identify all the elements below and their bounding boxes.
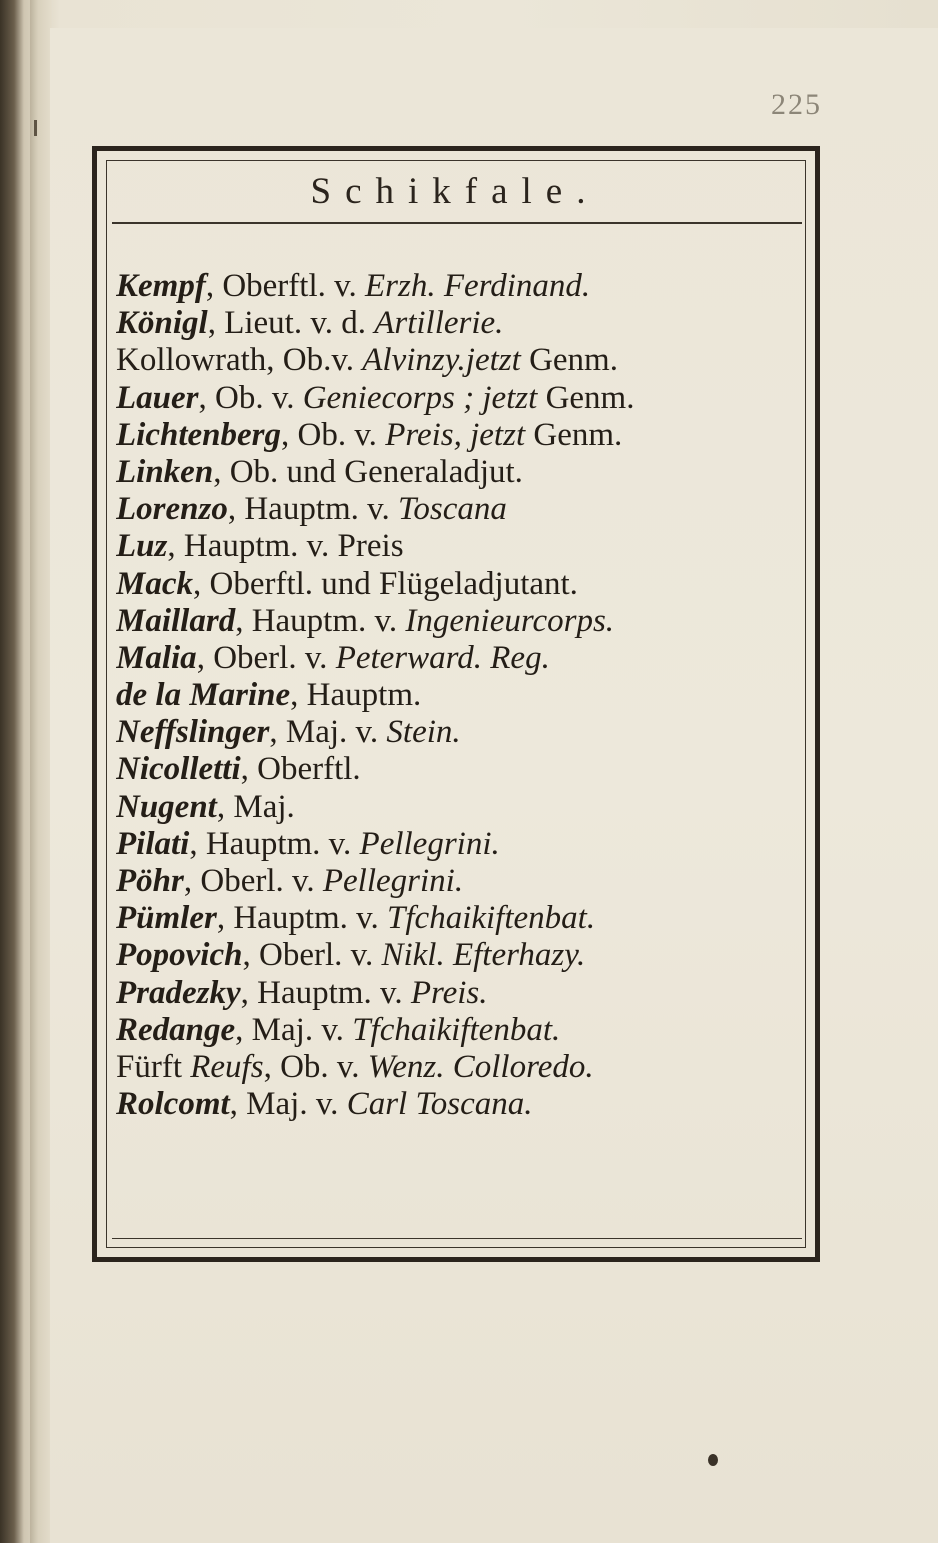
entry-text: Fürft: [116, 1048, 191, 1085]
bottom-rule: [112, 1238, 802, 1239]
entry-unit: Geniecorps ; jetzt: [302, 379, 538, 416]
entry-name: Pöhr: [116, 863, 184, 899]
entry-unit: Erzh. Ferdinand.: [364, 268, 591, 304]
list-item: [116, 900, 806, 937]
entry-name: de la Marine: [116, 677, 291, 714]
entry-name: Maillard: [116, 602, 236, 639]
list-item: [116, 1012, 806, 1049]
entry-text: , Maj. v.: [235, 1011, 353, 1048]
entry-list: [116, 268, 806, 1123]
entry-name: Königl: [116, 305, 208, 342]
list-item: [116, 1086, 806, 1123]
entry-unit: Preis.: [410, 974, 488, 1011]
entry-unit: Preis, jetzt: [385, 416, 526, 453]
entry-text: , Hauptm. v.: [216, 900, 388, 937]
list-item: [116, 863, 806, 900]
list-item: [116, 714, 806, 751]
spine-mark: [34, 120, 37, 136]
entry-text: , Oberl. v.: [183, 863, 323, 899]
entry-unit: Pellegrini.: [322, 863, 464, 899]
entry-text: , Ob. und Generaladjut.: [213, 453, 523, 490]
entry-unit: Nikl. Efterhazy.: [381, 937, 586, 974]
entry-text: Kollowrath, Ob.v.: [116, 342, 363, 379]
entry-text: , Oberl. v.: [242, 937, 382, 974]
book-gutter: [30, 0, 52, 1543]
list-item: [116, 826, 806, 863]
entry-name: Lichtenberg: [116, 416, 281, 453]
entry-text: , Hauptm. v.: [235, 602, 406, 639]
list-item: [116, 603, 806, 640]
entry-unit: Ingenieurcorps.: [405, 602, 615, 639]
entry-text: , Hauptm.: [290, 677, 422, 714]
list-item: [116, 342, 806, 379]
entry-unit: Reufs: [190, 1048, 264, 1085]
entry-text: , Maj. v.: [229, 1086, 347, 1123]
entry-name: Lorenzo: [116, 491, 228, 528]
list-item: [116, 380, 806, 417]
entry-text: , Maj.: [216, 788, 295, 825]
list-item: [116, 975, 806, 1012]
list-item: [116, 677, 806, 714]
entry-text: Genm.: [537, 379, 635, 416]
entry-name: Nugent: [116, 788, 217, 825]
entry-name: Mack: [116, 565, 193, 602]
entry-unit: Tfchaikiftenbat.: [387, 900, 596, 937]
entry-name: Redange: [116, 1011, 236, 1048]
list-item: [116, 454, 806, 491]
entry-unit: Wenz. Colloredo.: [367, 1048, 594, 1085]
entry-name: Kempf: [116, 268, 206, 304]
entry-text: , Lieut. v. d.: [207, 305, 375, 342]
entry-name: Linken: [116, 453, 214, 490]
entry-unit: Carl Toscana.: [346, 1086, 533, 1123]
list-item: [116, 305, 806, 342]
entry-name: Pümler: [116, 900, 217, 937]
entry-text: , Hauptm. v.: [227, 491, 399, 528]
entry-name: Lauer: [116, 379, 199, 416]
entry-unit: Tfchaikiftenbat.: [352, 1011, 561, 1048]
entry-name: Pilati: [116, 825, 190, 862]
list-item: [116, 566, 806, 603]
entry-name: Nicolletti: [116, 751, 241, 788]
entry-text: Genm.: [525, 416, 623, 453]
entry-text: , Oberftl. v.: [205, 268, 365, 304]
entry-text: , Oberftl.: [240, 751, 361, 788]
list-item: [116, 268, 806, 305]
list-item: [116, 640, 806, 677]
entry-text: , Ob. v.: [198, 379, 303, 416]
entry-unit: Alvinzy.jetzt: [362, 342, 521, 379]
entry-name: Popovich: [116, 937, 243, 974]
list-item: [116, 1049, 806, 1086]
entry-unit: Stein.: [386, 714, 461, 751]
entry-text: , Ob. v.: [263, 1048, 368, 1085]
entry-name: Neffslinger: [116, 714, 270, 751]
page-title: Schikfale.: [310, 171, 600, 212]
entry-unit: Toscana: [398, 491, 507, 528]
entry-unit: Artillerie.: [374, 305, 504, 342]
entry-name: Pradezky: [116, 974, 241, 1011]
entry-text: , Oberl. v.: [196, 639, 336, 676]
entry-unit: Pellegrini.: [359, 825, 500, 862]
entry-name: Malia: [116, 639, 197, 676]
entry-text: Genm.: [520, 342, 618, 379]
list-item: [116, 751, 806, 788]
entry-text: , Hauptm. v.: [240, 974, 411, 1011]
entry-text: , Hauptm. v.: [189, 825, 360, 862]
list-item: [116, 789, 806, 826]
page-number: 225: [771, 88, 822, 121]
list-item: [116, 937, 806, 974]
title-rule: [112, 222, 802, 224]
entry-name: Rolcomt: [116, 1086, 230, 1123]
list-item: [116, 491, 806, 528]
entry-text: , Hauptm. v. Preis: [167, 528, 404, 565]
entry-name: Luz: [116, 528, 168, 565]
entry-unit: Peterward. Reg.: [335, 639, 550, 676]
ink-spot: [708, 1454, 718, 1466]
entry-text: , Ob. v.: [280, 416, 386, 453]
entry-text: , Maj. v.: [269, 714, 387, 751]
list-item: [116, 528, 806, 565]
list-item: [116, 417, 806, 454]
entry-text: , Oberftl. und Flügeladjutant.: [193, 565, 578, 602]
